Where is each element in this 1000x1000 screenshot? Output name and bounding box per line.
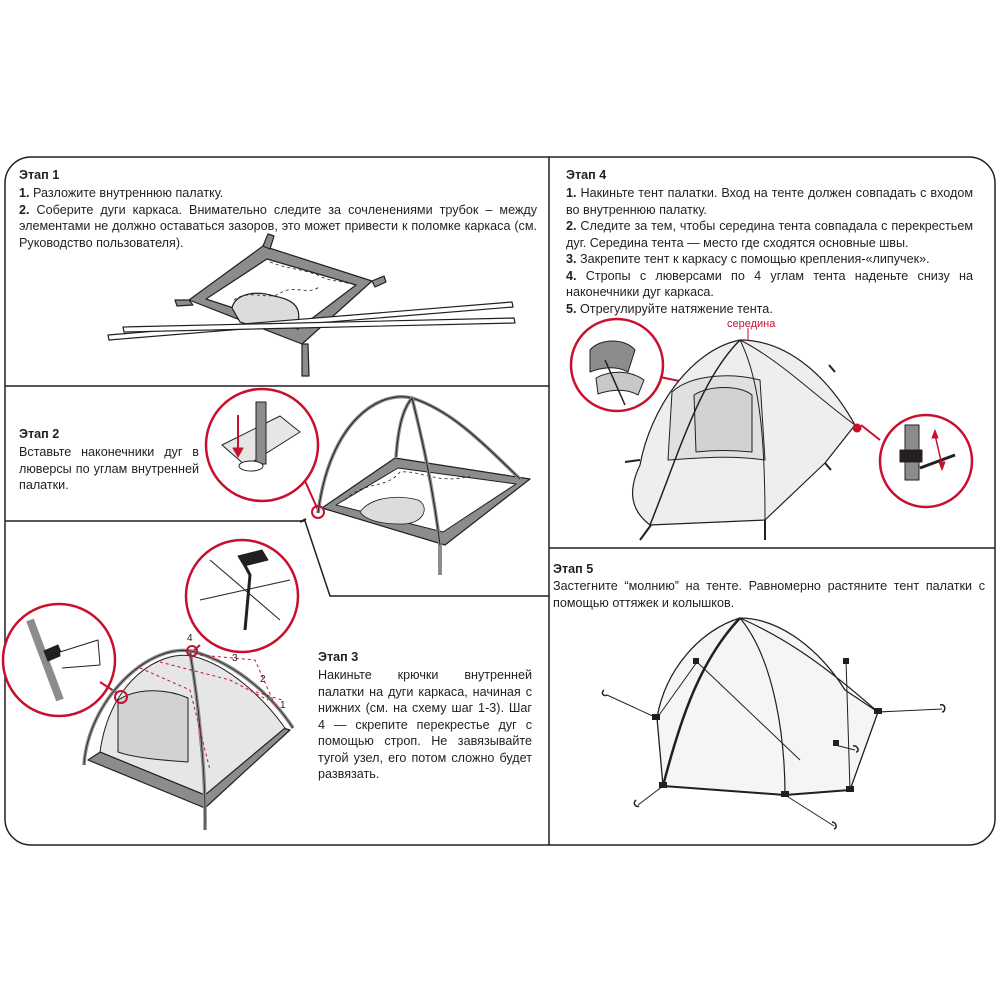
stage4-item-2: 2. Следите за тем, чтобы середина тента совпадала с перекрестьем дуг. Середина тента — место где сходятся основные швы. xyxy=(566,219,974,250)
stage3-step-2: 2 xyxy=(260,674,266,685)
stage5-text: Застегните “молнию” на тенте. Равномерно растяните тент палатки с помощью оттяжек и колышков. xyxy=(553,579,985,610)
stage4-middle-label: середина xyxy=(727,318,776,330)
stage1-text xyxy=(19,185,537,251)
stage4-title: Этап 4 xyxy=(566,168,607,182)
stage5-illustration xyxy=(602,618,944,829)
stage4-item-1: 1. Накиньте тент палатки. Вход на тенте должен совпадать с входом во внутреннюю палатку. xyxy=(566,186,974,217)
stage4-item-4: 4. Стропы с люверсами по 4 углам тента наденьте снизу на наконечники дуг каркаса. xyxy=(566,268,973,299)
stage3-step-4: 4 xyxy=(187,633,193,644)
stage4-item-5: 5. Отрегулируйте натяжение тента. xyxy=(566,301,773,316)
stage1-title: Этап 1 xyxy=(19,168,60,182)
stage1-item-1: 1. Разложите внутреннюю палатку. xyxy=(19,186,224,200)
stage3-text: Накиньте крючки внутренней палатки на дуги каркаса, начиная с нижних (см. на схему шаг 1-3). Шаг 4 — скрепите перекрестье дуг с помощью строп. Не завязывайте тугой узел, его потом сложно будет развязать. xyxy=(318,668,532,781)
stage3-step-1: 1 xyxy=(280,700,286,711)
stage3-illustration xyxy=(3,540,298,830)
stage1-illustration xyxy=(108,234,515,376)
stage5-title: Этап 5 xyxy=(553,562,594,576)
stage3-step-3: 3 xyxy=(232,653,238,664)
stage3-title: Этап 3 xyxy=(318,650,359,664)
stage1-item-2: 2. Соберите дуги каркаса. Внимательно следите за сочленениями трубок – между элементами не должно оставаться зазоров, это может привести к поломке каркаса (см. Руководство пользователя). xyxy=(19,202,538,250)
stage2-text: Вставьте наконечники дуг в люверсы по углам внутренней палатки. xyxy=(19,445,199,492)
stage4-text xyxy=(566,185,973,317)
stage4-illustration xyxy=(571,319,972,540)
stage2-title: Этап 2 xyxy=(19,427,60,441)
stage4-item-3: 3. Закрепите тент к каркасу с помощью крепления-«липучек». xyxy=(566,252,930,266)
